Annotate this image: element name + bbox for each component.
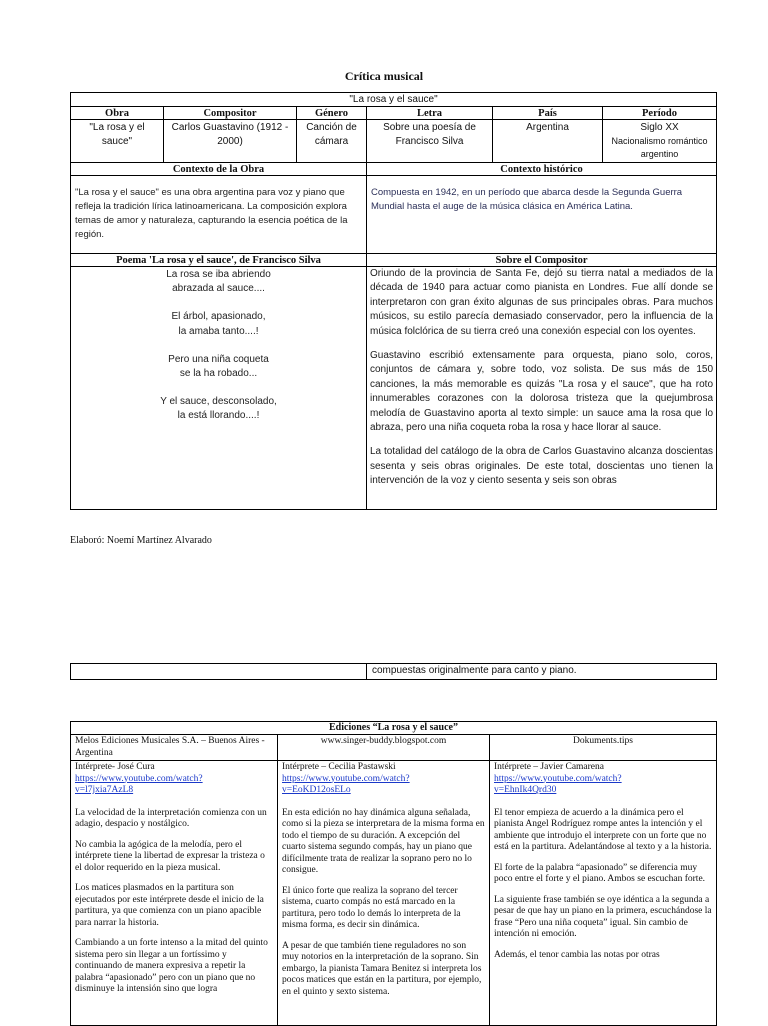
poem-line: la está llorando....!: [177, 410, 260, 422]
edition-paragraph: No cambia la agógica de la melodía, pero el intérprete tiene la libertad de expresar la tristeza o el dolor requerido en la pieza musical.: [75, 839, 265, 873]
cell-obra: "La rosa y el sauce": [71, 120, 164, 163]
edition-paragraph: Cambiando a un forte intenso a la mitad del quinto sistema pero sin llegar a un fortíssimo y continuando de manera expresiva a repetir la palabra “apasionado” pero con un piano que no disminuye la intensión sino que logra: [75, 938, 268, 994]
youtube-link[interactable]: https://www.youtube.com/watch? v=l7jxia7AzL8: [75, 773, 203, 795]
edition-source: www.singer-buddy.blogspot.com: [278, 735, 490, 761]
edition-paragraph: La siguiente frase también se oye idéntica a la segunda a pesar de que hay un piano en la primera, escuchándose la frase “Pero una niña coqueta” igual. Sin cambio de intención ni emoción.: [494, 894, 712, 939]
edition-column: [278, 761, 490, 1026]
compositor-paragraph: Oriundo de la provincia de Santa Fe, dejó su tierra natal a mediados de la década de 1940 para actuar como pianista en Londres. Fue allí donde se interpretaron con gran éxito algunas de sus principales obras. Para muchos músicos, su estilo parecía demasiado conservador, pero la influencia de la música folclórica de su tierra creó una conexión especial con los oyentes.: [370, 268, 714, 337]
periodo-movement: Nacionalismo romántico argentino: [611, 136, 708, 159]
interprete-label: Intérprete- José Cura: [75, 762, 155, 772]
poem-stanza: [74, 395, 363, 423]
poem-line: la amaba tanto....!: [178, 325, 259, 337]
document-title: Crítica musical: [344, 69, 424, 83]
edition-column: [490, 761, 717, 1026]
edition-paragraph: Además, el tenor cambia las notas por otras: [494, 949, 660, 960]
cell-letra: Sobre una poesía de Francisco Silva: [367, 120, 493, 163]
youtube-link[interactable]: https://www.youtube.com/watch? v=EhnIk4Qrd30: [494, 773, 622, 795]
cell-pais: Argentina: [493, 120, 603, 163]
contexto-obra-header: Contexto de la Obra: [71, 163, 367, 176]
work-caption: "La rosa y el sauce": [71, 93, 717, 107]
compositor-header: Sobre el Compositor: [367, 254, 717, 267]
header-genero: Género: [297, 107, 367, 120]
continuation-text: compuestas originalmente para canto y piano.: [372, 665, 577, 676]
poem-stanza: [74, 268, 363, 296]
header-obra: Obra: [71, 107, 164, 120]
poem-line: La rosa se iba abriendo: [166, 269, 271, 280]
interprete-label: Intérprete – Cecilia Pastawski: [282, 762, 396, 772]
author-credit: Elaboró: Noemí Martínez Alvarado: [70, 535, 212, 546]
poem-line: Pero una niña coqueta: [168, 353, 269, 365]
poem-cell: [71, 267, 367, 510]
edition-source: Melos Ediciones Musicales S.A. – Buenos Aires - Argentina: [71, 735, 278, 761]
compositor-paragraph: Guastavino escribió extensamente para orquesta, piano solo, coros, conjuntos de cámara y, sobre todo, voz solista. De sus más de 150 canciones, la más memorable es quizás "La rosa y el sauce", que ha roto innumerables corazones con la dolorosa tristeza que la quejumbrosa melodía de Guastavino aporta al texto simple: un sauce ama la rosa que lo abraza, pero una niña coqueta roba la rosa y hace llorar al sauce.: [370, 350, 714, 434]
header-periodo: Período: [603, 107, 717, 120]
critique-table: [70, 92, 717, 510]
cell-compositor: Carlos Guastavino (1912 - 2000): [164, 120, 297, 163]
interprete-label: Intérprete – Javier Camarena: [494, 762, 604, 772]
edition-paragraph: La velocidad de la interpretación comienza con un adagio, despacio y nostálgico.: [75, 807, 267, 829]
edition-paragraph: El forte de la palabra “apasionado” se diferencia muy poco entre el forte y el piano. Ambos se escuchan forte.: [494, 862, 706, 884]
header-compositor: Compositor: [164, 107, 297, 120]
poem-stanza: [74, 353, 363, 381]
poem-stanza: [74, 310, 363, 338]
contexto-obra-text: "La rosa y el sauce" es una obra argentina para voz y piano que refleja la tradición lírica latinoamericana. La composición explora temas de amor y naturaleza, capturando la esencia poética de la región.: [71, 176, 367, 254]
poem-line: Y el sauce, desconsolado,: [160, 396, 277, 408]
edition-source: Dokuments.tips: [490, 735, 717, 761]
ediciones-table: [70, 721, 717, 1026]
compositor-cell: [367, 267, 717, 510]
edition-paragraph: A pesar de que también tiene reguladores no son muy notorios en la interpretación de la soprano. Sin embargo, la pianista Tamara Benitez si interpreta los pocos matices que están en la partitura, por ejemplo, en el quinto y sexto sistema.: [282, 940, 482, 997]
poema-header: Poema 'La rosa y el sauce', de Francisco Silva: [71, 254, 367, 267]
contexto-historico-text: Compuesta en 1942, en un período que abarca desde la Segunda Guerra Mundial hasta el auge de la música clásica en América Latina.: [367, 176, 717, 254]
poem-line: se la ha robado...: [179, 368, 258, 380]
edition-paragraph: En esta edición no hay dinámica alguna señalada, como si la pieza se interpretara de la misma forma en todo el tiempo de su duración. A excepción del cuarto sistema segundo compás, hay un piano que difícilmente trata de realizar la soprano pero no lo consigue.: [282, 807, 485, 875]
continuation-divider: [366, 663, 367, 680]
edition-paragraph: El único forte que realiza la soprano del tercer sistema, cuarto compás no está marcado en la partitura, pero todo lo demás lo interpreta de la misma forma, es decir sin dinámica.: [282, 885, 461, 930]
edition-paragraph: El tenor empieza de acuerdo a la dinámica pero el pianista Angel Rodríguez rompe antes la intención y el ambiente que introdujo el interprete con un forte que no está en la partitura. Adelantándose al texto y a la historia.: [494, 807, 712, 852]
poem-line: El árbol, apasionado,: [171, 311, 266, 323]
youtube-link[interactable]: https://www.youtube.com/watch? v=EoKD12osELo: [282, 773, 410, 795]
edition-column: [71, 761, 278, 1026]
ediciones-title: Ediciones “La rosa y el sauce”: [71, 722, 717, 735]
contexto-historico-header: Contexto histórico: [367, 163, 717, 176]
header-pais: País: [493, 107, 603, 120]
periodo-century: Siglo XX: [640, 122, 679, 133]
cell-periodo: [603, 120, 717, 163]
poem-line: abrazada al sauce....: [172, 283, 265, 295]
cell-genero: Canción de cámara: [297, 120, 367, 163]
compositor-paragraph: La totalidad del catálogo de la obra de Carlos Guastavino alcanza doscientas sesenta y seis obras originales. De este total, doscientas uno tienen la intervención de la voz y ciento sesenta y seis son obras: [370, 446, 714, 487]
edition-paragraph: Los matices plasmados en la partitura son ejecutados por este intérprete desde el inicio de la partitura, ya que comienza con un piano apacible para narrar la historia.: [75, 883, 264, 928]
header-letra: Letra: [367, 107, 493, 120]
